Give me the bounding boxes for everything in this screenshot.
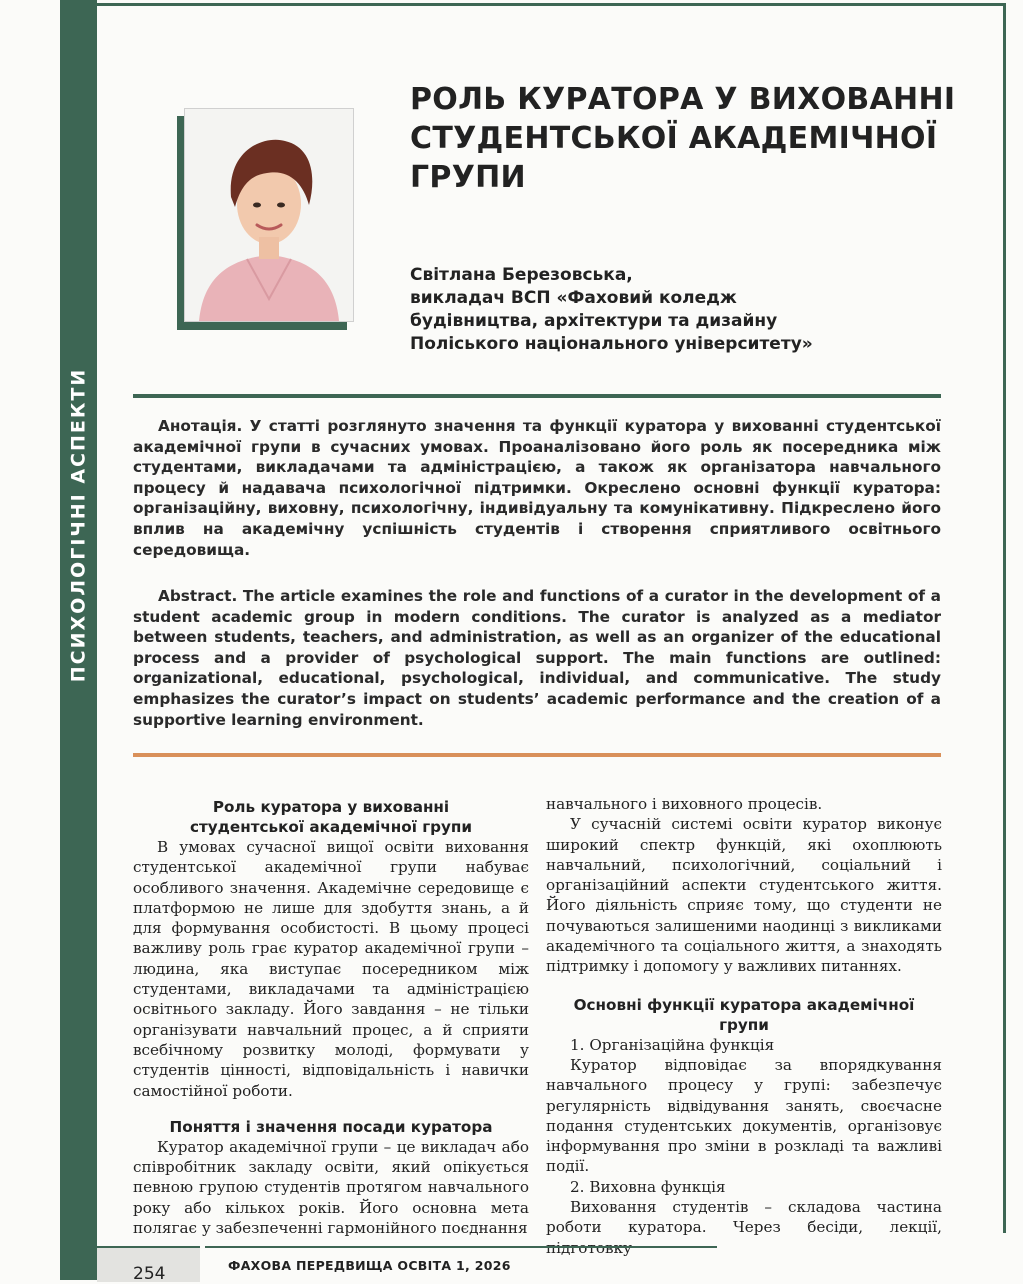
abstract-text: The article examines the role and functions of a curator in the development of a student academic group in modern conditions. The curator is analyzed as a mediator between students, teachers, and administration, as well as an organizer of the educational process and a provider of psychological support. The main functions are outlined: organizational, educational, psychological, individual, and communicative. The study emphasizes the curator’s impact on students’ academic performance and the creation of a supportive learning environment. bbox=[133, 587, 941, 729]
section-heading: Основні функції куратора академічної групи bbox=[573, 995, 915, 1034]
annotation-text: У статті розглянуто значення та функції куратора у вихованні студентської академічної групи в сучасних умовах. Проаналізовано його роль як посередника між студентами, викладачами та адміністрацією, а також як організатора навчального процесу й надавача психологічної підтримки. Окреслено основні функції куратора: організаційну, виховну, психологічну, індивідуальну та комунікативну. Підкреслено його вплив на академічну успішність студентів і створення сприятливого освітнього середовища. bbox=[133, 417, 941, 559]
footer-line bbox=[205, 1246, 717, 1248]
annotation-block bbox=[133, 416, 941, 560]
paragraph: навчального і виховного процесів. bbox=[546, 795, 823, 813]
abstract-block bbox=[133, 586, 941, 730]
right-column bbox=[546, 794, 942, 1258]
divider-orange bbox=[133, 753, 941, 757]
abstract-label: Abstract. bbox=[158, 587, 238, 605]
paragraph: Куратор академічної групи – це викладач або співробітник закладу освіти, який опікується певною групою студентів протягом навчального року або кількох років. Його основна мета полягає у забезпеченні гармонійного поєднання bbox=[133, 1137, 529, 1238]
author-affiliation-3: Поліського національного університету» bbox=[410, 334, 813, 354]
divider-green bbox=[133, 394, 941, 398]
section-heading: Роль куратора у вихованні студентської академічної групи bbox=[189, 798, 473, 836]
author-info bbox=[410, 264, 970, 356]
article-title: РОЛЬ КУРАТОРА У ВИХОВАННІ СТУДЕНТСЬКОЇ АКАДЕМІЧНОЇ ГРУПИ bbox=[410, 82, 956, 195]
journal-name: ФАХОВА ПЕРЕДВИЩА ОСВІТА 1, 2026 bbox=[228, 1258, 511, 1273]
portrait-illustration bbox=[185, 109, 353, 321]
paragraph: В умовах сучасної вищої освіти виховання студентської академічної групи набуває особливого значення. Академічне середовище є платформою не лише для здобуття знань, а й для формування особистості. В цьому процесі важливу роль грає куратор академічної групи – людина, яка виступає посередником між студентами, викладачами та адміністрацією освітнього закладу. Його завдання – не тільки організувати навчальний процес, а й сприяти всебічному розвитку молоді, формувати у студентів цінності, відповідальність і навички самостійної роботи. bbox=[133, 838, 529, 1100]
annotation-label: Анотація. bbox=[158, 417, 243, 435]
paragraph: Куратор відповідає за впорядкування навчального процесу у групі: забезпечує регулярність відвідування занять, своєчасне подання студентських документів, організовує інформування про зміни в розкладі та важливі події. bbox=[546, 1055, 942, 1176]
section-heading: Поняття і значення посади куратора bbox=[169, 1117, 493, 1136]
top-border bbox=[97, 3, 1003, 6]
left-column bbox=[133, 797, 529, 1238]
author-photo bbox=[184, 108, 354, 322]
author-name: Світлана Березовська, bbox=[410, 265, 633, 285]
list-item: 2. Виховна функція bbox=[570, 1177, 726, 1196]
right-border bbox=[1003, 3, 1006, 1233]
paragraph: Виховання студентів – складова частина роботи куратора. Через бесіди, лекції, bbox=[546, 1198, 942, 1237]
author-affiliation-1: викладач ВСП «Фаховий коледж bbox=[410, 288, 737, 308]
author-affiliation-2: будівництва, архітектури та дизайну bbox=[410, 311, 778, 331]
paragraph: У сучасній системі освіти куратор виконує широкий спектр функцій, які охоплюють навчальний, психологічний, соціальний і організаційний аспекти студентського життя. Його діяльність сприяє тому, що студенти не почуваються залишеними наодинці з викликами академічного та соціального життя, а знаходять підтримку і допомогу у важливих питаннях. bbox=[546, 815, 942, 976]
section-label: ПСИХОЛОГІЧНІ АСПЕКТИ bbox=[67, 367, 90, 682]
page-number: 254 bbox=[133, 1264, 166, 1284]
list-item: 1. Організаційна функція bbox=[570, 1035, 775, 1054]
